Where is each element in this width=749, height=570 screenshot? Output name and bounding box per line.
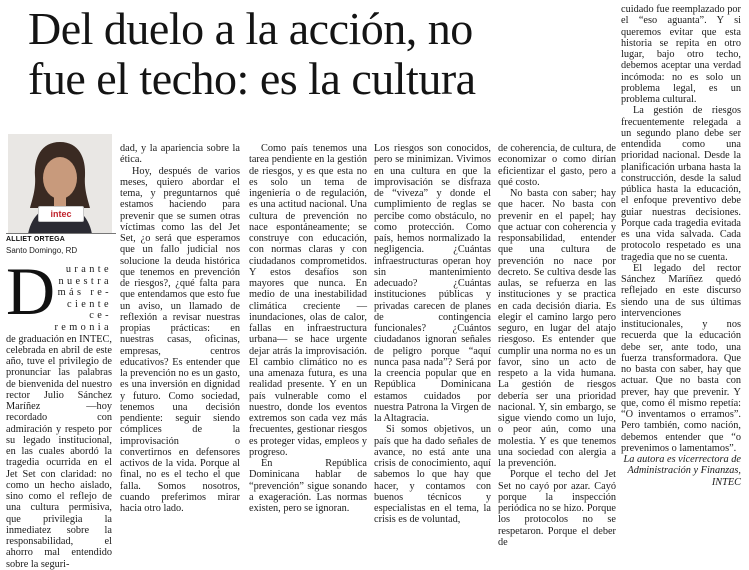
- paragraph: El legado del rector Sánchez Maríñez quedó reflejado en este discurso siendo una de sus últimas intervenciones institucionales, y nos recuerda que la educación debe ser, ante todo, una fuerza transformadora. Que no basta con saber, hay que actuar. Que no basta con prever, hay que prevenir. Y que, como él mismo repetía: “O inventamos o erramos”. Pero también, como nación, debemos entender que “o prevenimos o lamentamos”.: [621, 262, 741, 454]
- article-title: [28, 4, 588, 104]
- author-name: ALLIET ORTEGA: [6, 236, 65, 243]
- paragraph: La gestión de riesgos frecuentemente relegada a un segundo plano debe ser entendida como una prioridad nacional. Desde la planificación urbana hasta la construcción, desde la salud pública hasta la educación, el enfoque preventivo debe guiar nuestras decisiones. Porque cada tragedia evitada es una vida salvada. Cada protocolo respetado es una tragedia que no se cuenta.: [621, 105, 741, 263]
- drop-line: remonia: [54, 321, 112, 333]
- drop-line: ciente ce-: [67, 298, 112, 322]
- drop-line: nuestra: [58, 275, 112, 287]
- author-footnote: La autora es vicerrectora de Administración y Finanzas, INTEC: [623, 454, 741, 488]
- column-3: [249, 143, 367, 514]
- dropcap-block: [6, 253, 112, 334]
- drop-line: urante: [65, 264, 112, 275]
- column-6: [621, 4, 741, 488]
- paragraph: Porque el techo del Jet Set no cayó por azar. Cayó porque la inspección periódica no se hizo. Porque los protocolos no se respetaron. Porque el deber de: [498, 469, 616, 548]
- paragraph: de graduación en INTEC, celebrada en abril de este año, tuve el privilegio de pronunciar las palabras de bienvenida del nuestro rector Julio Sánchez Maríñez —hoy recordado con admiración y respeto por su legado institucional, en las cuales abordó la tragedia ocurrida en el Jet Set con claridad: no como un hecho aislado, sino como el reflejo de una cultura permisiva, que privilegia la inmediatez sobre la responsabilidad, el ahorro mal entendido sobre la seguri-: [6, 333, 112, 570]
- drop-line: más re-: [57, 287, 112, 299]
- dropcap-lines: [52, 264, 112, 334]
- paragraph: Si somos objetivos, un país que ha dado señales de avance, no está ante una crisis de conocimiento, aquí sabemos lo que hay que hacer, y contamos con buenos técnicos y especialistas en el tema, la crisis es de voluntad,: [374, 424, 491, 526]
- paragraph: Hoy, después de varios meses, quiero abordar el tema, y preguntarnos qué estamos haciendo para prevenir que se sumen otras víctimas como las del Jet Set, ¿o será que esperamos que un fallo judicial nos solucione la deuda histórica que tenemos en prevención de riesgos?, ¿qué falta para que entendamos que esto fue un aviso, un llamado de reflexión a revisar nuestras propias prácticas: en nuestras casas, oficinas, empresas, centros educativos? Es entender que la prevención no es un gasto, es una inversión en dignidad y futuro. Como sociedad, tenemos una decisión pendiente: seguir siendo cómplices de la improvisación o convertirnos en defensores activos de la vida. Porque al final, no es el techo el que falla. Somos nosotros, cuando preferimos mirar hacia otro lado.: [120, 165, 240, 514]
- title-line-1: Del duelo a la acción, no: [28, 3, 473, 54]
- paragraph: de coherencia, de cultura, de economizar o como dirían eficientizar el gasto, pero a qué costo.: [498, 143, 616, 188]
- title-line-2: fue el techo: es la cultura: [28, 53, 476, 104]
- paragraph: Como país tenemos una tarea pendiente en la gestión de riesgos, y es que esta no es solo un tema de ingeniería o de regulación, es una actitud nacional. Una cultura de prevención no nace espontáneamente; se construye con educación, con normas claras y con ciudadanos comprometidos. Y estos desafíos son mayores que nunca. En medio de una inestabilidad climática creciente —inundaciones, olas de calor, fallas en infraestructura urbana— se hace urgente dejar atrás la improvisación. El cambio climático no es una amenaza futura, es una realidad presente. Y en un país vulnerable como el nuestro, donde los eventos extremos son cada vez más frecuentes, gestionar riesgos es proteger vidas, empleos y progreso.: [249, 143, 367, 458]
- column-4: [374, 143, 491, 526]
- author-location: Santo Domingo, RD: [6, 246, 78, 255]
- column-5: [498, 143, 616, 548]
- column-2: [120, 143, 240, 514]
- paragraph: No basta con saber; hay que hacer. No basta con prevenir en el papel; hay que actuar con coherencia y responsabilidad, entender que una cultura de prevención no nace por decreto. Se cultiva desde las aulas, se refuerza en las instituciones y se practica en cada decisión diaria. Es elegir el camino largo pero seguro, en lugar del atajo riesgoso. Es entender que cumplir una norma no es un favor, sino un acto de respeto a la vida humana. La gestión de riesgos debería ser una prioridad nacional. Y, sin embargo, se sigue viendo como un lujo, o peor aún, como una molestia. Y es que tenemos una sociedad con alergia a la prevención.: [498, 188, 616, 469]
- paragraph: cuidado fue reemplazado por el “eso aguanta”. Y si queremos evitar que esta historia se repita en otro lugar, bajo otro techo, debemos aceptar una verdad incómoda: no es solo un problema legal, es un problema cultural.: [621, 4, 741, 105]
- intec-badge: intec: [38, 206, 84, 222]
- dropcap-letter: D: [6, 253, 56, 329]
- byline-divider: [6, 233, 116, 234]
- paragraph: En República Dominicana hablar de “prevención” sigue sonando a exageración. Las normas existen, pero se ignoran.: [249, 458, 367, 514]
- paragraph: dad, y la apariencia sobre la ética.: [120, 143, 240, 166]
- column-1: [6, 253, 112, 570]
- paragraph: Los riesgos son conocidos, pero se minimizan. Vivimos en una cultura en que la improvisación se disfraza de “viveza” y donde el cumplimiento de reglas se percibe como obstáculo, no como protección. Como país, hemos normalizado la negligencia. ¿Cuántas infraestructuras operan hoy sin mantenimiento adecuado? ¿Cuántas instituciones públicas y privadas carecen de planes de contingencia funcionales? ¿Cuántos ciudadanos ignoran señales de peligro porque “aquí nunca pasa nada”? Será por la creencia popular que en República Dominicana estamos cuidados por nuestra Patrona la Virgen de la Altagracia.: [374, 143, 491, 424]
